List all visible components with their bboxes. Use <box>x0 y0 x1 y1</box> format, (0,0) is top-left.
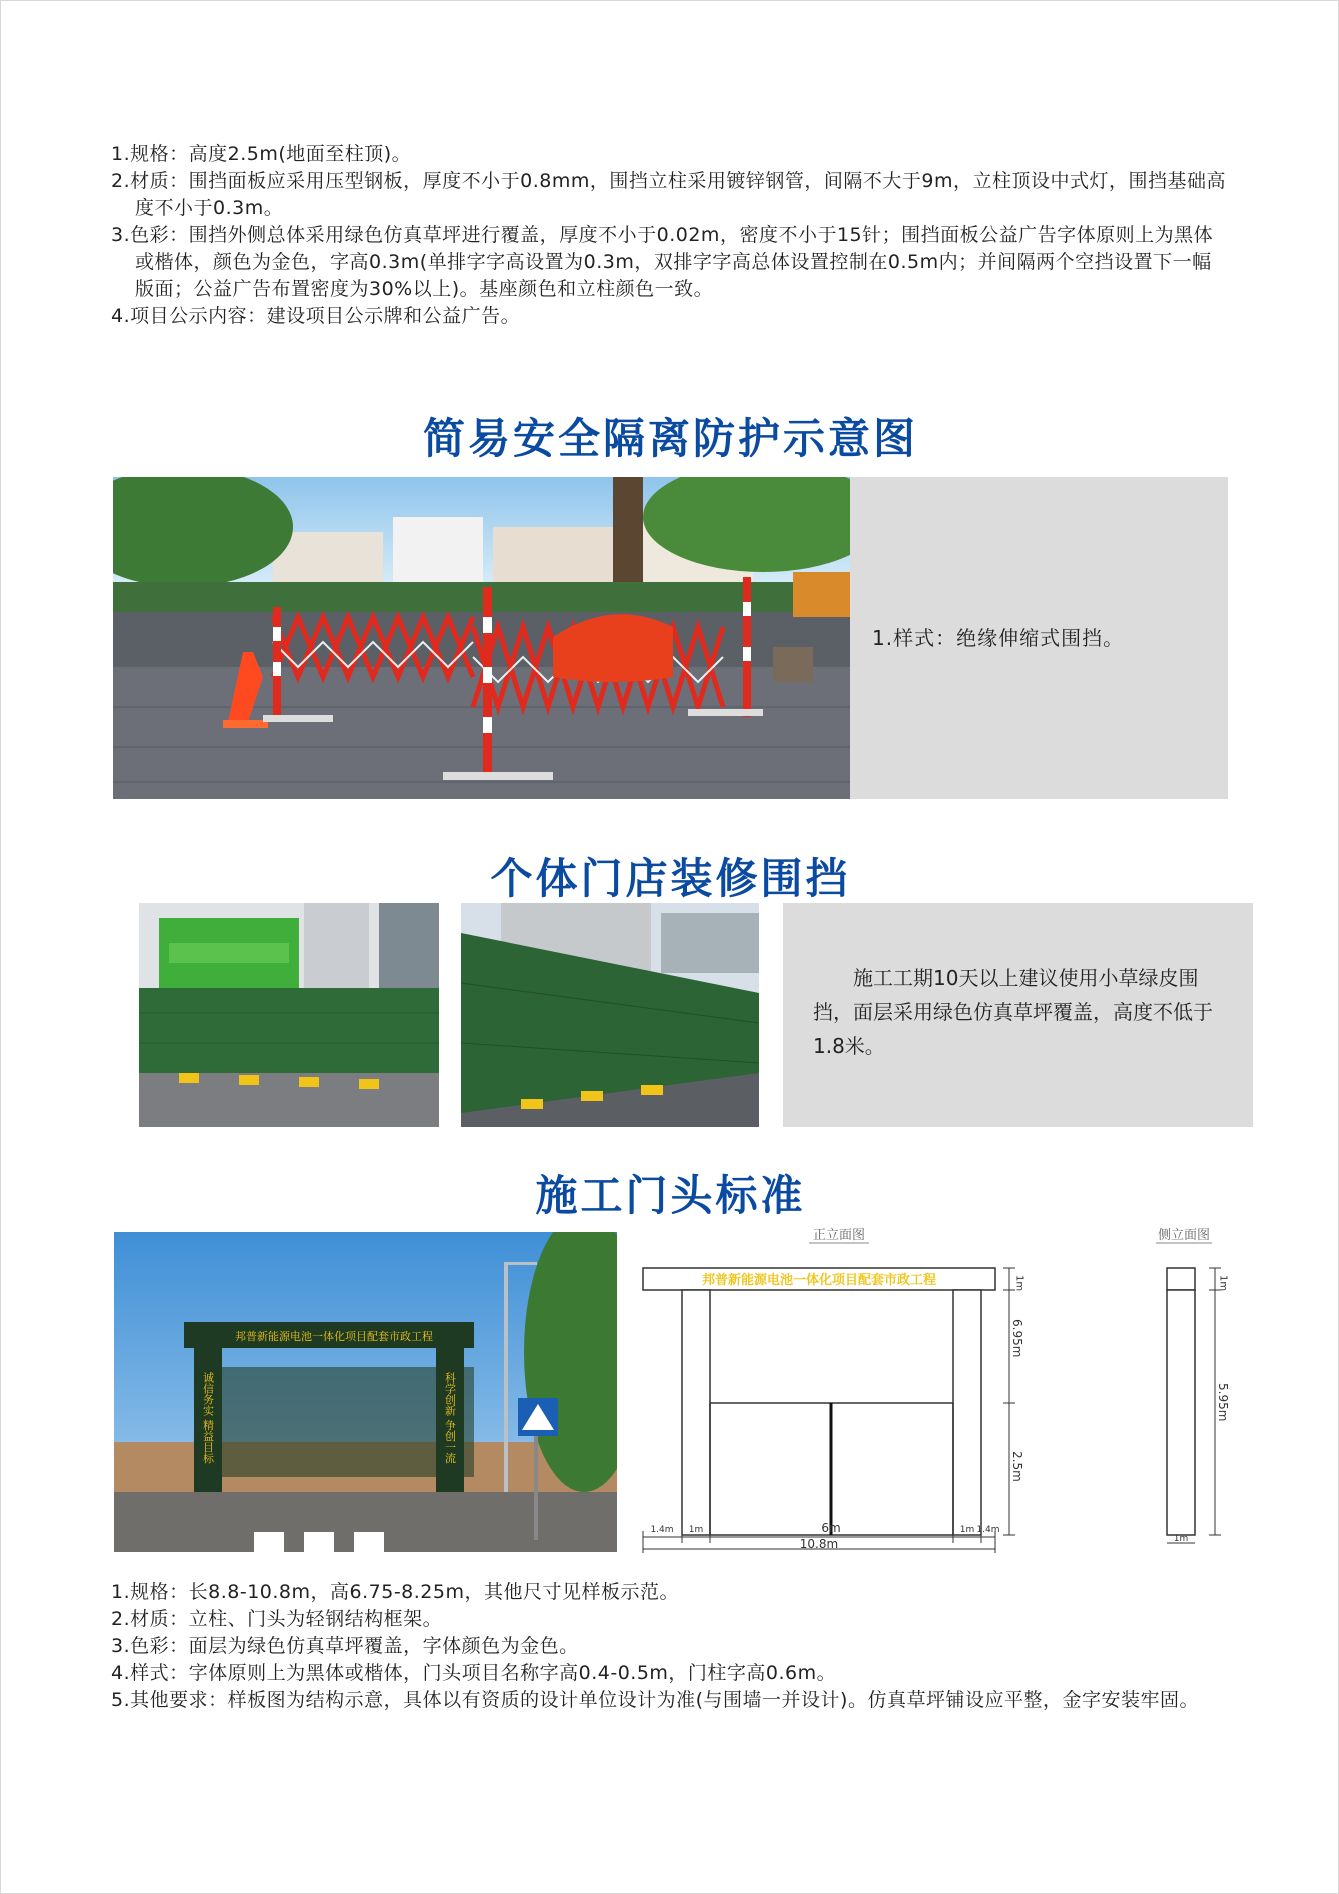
dim-pillar-left: 1.4m <box>650 1525 674 1535</box>
shop-hoarding-photo-1 <box>139 903 439 1127</box>
dim-total-width: 10.8m <box>799 1537 839 1551</box>
spec-item: 3.色彩：面层为绿色仿真草坪覆盖，字体颜色为金色。 <box>111 1635 579 1657</box>
dim-span: 6m <box>821 1521 841 1535</box>
spec-item: 2.材质：围挡面板应采用压型钢板，厚度不小于0.8mm，围挡立柱采用镀锌钢管，间隔不大于9m，立柱顶设中式灯，围挡基础高度不小于0.3m。 <box>111 170 1226 219</box>
section2-caption: 施工工期10天以上建议使用小草绿皮围挡，面层采用绿色仿真草坪覆盖，高度不低于1.8米。 <box>813 966 1213 1058</box>
spec-item: 2.材质：立柱、门头为轻钢结构框架。 <box>111 1608 443 1630</box>
spec-item: 4.样式：字体原则上为黑体或楷体，门头项目名称字高0.4-0.5m，门柱字高0.6m。 <box>111 1662 837 1684</box>
gate-drawing <box>631 1223 1251 1558</box>
spec-item: 5.其他要求：样板图为结构示意，具体以有资质的设计单位设计为准(与围墙一并设计)。仿真草坪铺设应平整，金字安装牢固。 <box>111 1689 1199 1711</box>
bottom-spec-list <box>111 1579 1231 1714</box>
gate-photo-right-pillar: 科学创新 争创一流 <box>443 1372 457 1464</box>
drawing-banner-text: 邦普新能源电池一体化项目配套市政工程 <box>701 1273 937 1288</box>
spec-item: 1.规格：高度2.5m(地面至柱顶)。 <box>111 143 412 165</box>
spec-item: 1.规格：长8.8-10.8m，高6.75-8.25m，其他尺寸见样板示范。 <box>111 1581 679 1603</box>
front-elevation-label: 正立面图 <box>812 1228 866 1243</box>
section3-title: 施工门头标准 <box>535 1171 806 1220</box>
gate-photo-banner: 邦普新能源电池一体化项目配套市政工程 <box>235 1330 433 1343</box>
dim-gate: 2.5m <box>1010 1451 1024 1482</box>
dim-gap-right: 1m <box>959 1525 975 1535</box>
gate-photo-left-pillar: 诚信务实 精益目标 <box>201 1372 215 1464</box>
dim-gap-left: 1m <box>688 1525 704 1535</box>
spec-item: 4.项目公示内容：建设项目公示牌和公益广告。 <box>111 305 521 327</box>
side-dim-width: 1m <box>1173 1534 1189 1544</box>
section1-caption: 1.样式：绝缘伸缩式围挡。 <box>872 626 1125 650</box>
spec-item: 3.色彩：围挡外侧总体采用绿色仿真草坪进行覆盖，厚度不小于0.02m，密度不小于15针；围挡面板公益广告字体原则上为黑体或楷体，颜色为金色，字高0.3m(单排字字高设置为0.3m，双排字字高总体设置控制在0.5m内；并间隔两个空挡设置下一幅版面；公益广告布置密度为30%以上)。基座颜色和立柱颜色一致。 <box>111 224 1214 300</box>
top-spec-list <box>111 141 1231 330</box>
dim-pillar-right: 1.4m <box>976 1525 1000 1535</box>
side-dim-top: 1m <box>1217 1275 1229 1292</box>
section1-title: 简易安全隔离防护示意图 <box>422 414 918 463</box>
barrier-photo <box>113 477 850 799</box>
section1-caption-panel <box>850 477 1228 799</box>
side-elevation-label: 侧立面图 <box>1157 1228 1211 1243</box>
section2-caption-panel <box>783 903 1253 1127</box>
shop-hoarding-photo-2 <box>461 903 759 1127</box>
section2-title: 个体门店装修围挡 <box>490 854 851 903</box>
gate-photo <box>114 1232 617 1552</box>
side-dim-height: 5.95m <box>1216 1383 1230 1422</box>
dim-banner: 1m <box>1013 1275 1025 1292</box>
dim-height-total: 6.95m <box>1010 1319 1024 1358</box>
